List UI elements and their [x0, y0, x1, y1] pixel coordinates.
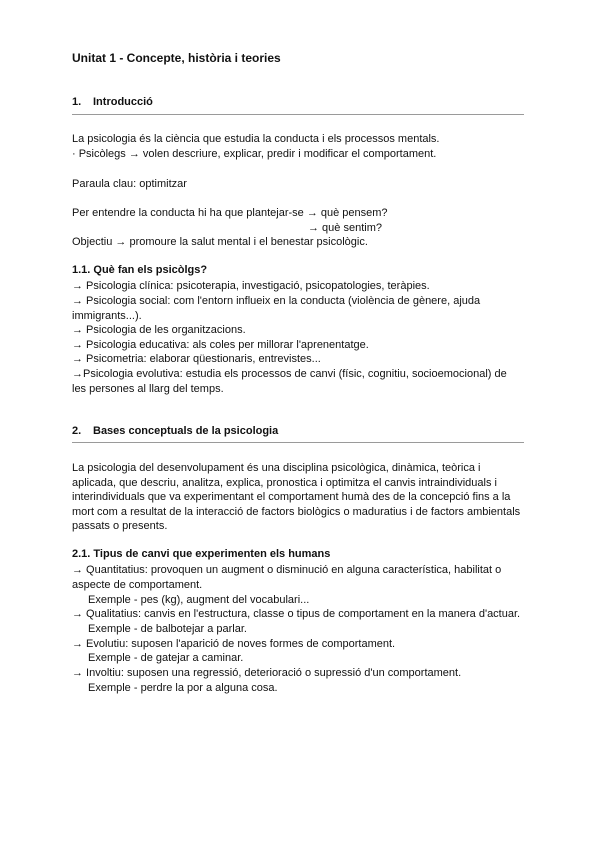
section-2-divider: [72, 442, 524, 443]
section-2-heading: [72, 425, 278, 437]
intro-line-2: · Psicòlegs → volen descriure, explicar, predir i modificar el comportament.: [72, 148, 437, 160]
example-line: Exemple - perdre la por a alguna cosa.: [88, 682, 278, 694]
example-line: Exemple - de balbotejar a parlar.: [88, 623, 247, 635]
section-2-title: Bases conceptuals de la psicologia: [93, 425, 279, 437]
understand-line-continued: → què sentim?: [308, 222, 382, 234]
list-item: → Qualitatius: canvis en l'estructura, classe o tipus de comportament en la manera d'actuar.: [72, 608, 521, 620]
document-title: Unitat 1 - Concepte, història i teories: [72, 51, 281, 65]
keyword-line: Paraula clau: optimitzar: [72, 178, 187, 190]
paragraph-line: aplicada, que descriu, analitza, explica, pronostica i optimitza el canvis intraindividuals i: [72, 477, 497, 489]
section-2-number: 2.: [72, 425, 82, 437]
paragraph-line: mort com a resultat de la interacció de factors biològics o maduratius i de factors ambientals: [72, 506, 521, 518]
objective-line: Objectiu → promoure la salut mental i el benestar psicològic.: [72, 236, 368, 248]
subsection-1-1-heading: 1.1. Què fan els psicòlgs?: [72, 264, 208, 276]
list-item: → Involtiu: suposen una regressió, deterioració o supressió d'un comportament.: [72, 667, 462, 679]
list-item: → Evolutiu: suposen l'aparició de noves formes de comportament.: [72, 638, 396, 650]
paragraph-line: La psicologia del desenvolupament és una disciplina psicològica, dinàmica, teòrica i: [72, 462, 481, 474]
list-item: → Quantitatius: provoquen un augment o disminució en alguna característica, habilitat o: [72, 564, 502, 576]
intro-line-1: La psicologia és la ciència que estudia la conducta i els processos mentals.: [72, 133, 440, 145]
section-1-number: 1.: [72, 96, 82, 108]
subsection-2-1-heading: 2.1. Tipus de canvi que experimenten els humans: [72, 548, 331, 560]
list-item: aspecte de comportament.: [72, 579, 203, 591]
example-line: Exemple - pes (kg), augment del vocabulari...: [88, 594, 310, 606]
understand-line: Per entendre la conducta hi ha que plantejar-se → què pensem?: [72, 207, 388, 219]
section-1-title: Introducció: [93, 96, 153, 108]
list-item: les persones al llarg del temps.: [72, 383, 224, 395]
list-item: immigrants...).: [72, 310, 142, 322]
list-item: → Psicologia educativa: als coles per millorar l'aprenentatge.: [72, 339, 369, 351]
example-line: Exemple - de gatejar a caminar.: [88, 652, 244, 664]
paragraph-line: interindividuals que va experimentant el comportament humà des de la concepció fins a la: [72, 491, 511, 503]
paragraph-line: passats o presents.: [72, 520, 168, 532]
list-item: → Psicologia social: com l'entorn influeix en la conducta (violència de gènere, ajuda: [72, 295, 481, 307]
section-1-divider: [72, 114, 524, 115]
list-item: →Psicologia evolutiva: estudia els processos de canvi (físic, cognitiu, socioemocional) de: [72, 368, 507, 380]
list-item: → Psicologia de les organitzacions.: [72, 324, 246, 336]
section-1-heading: [72, 96, 153, 108]
list-item: → Psicologia clínica: psicoterapia, investigació, psicopatologies, teràpies.: [72, 280, 430, 292]
list-item: → Psicometria: elaborar qüestionaris, entrevistes...: [72, 353, 321, 365]
